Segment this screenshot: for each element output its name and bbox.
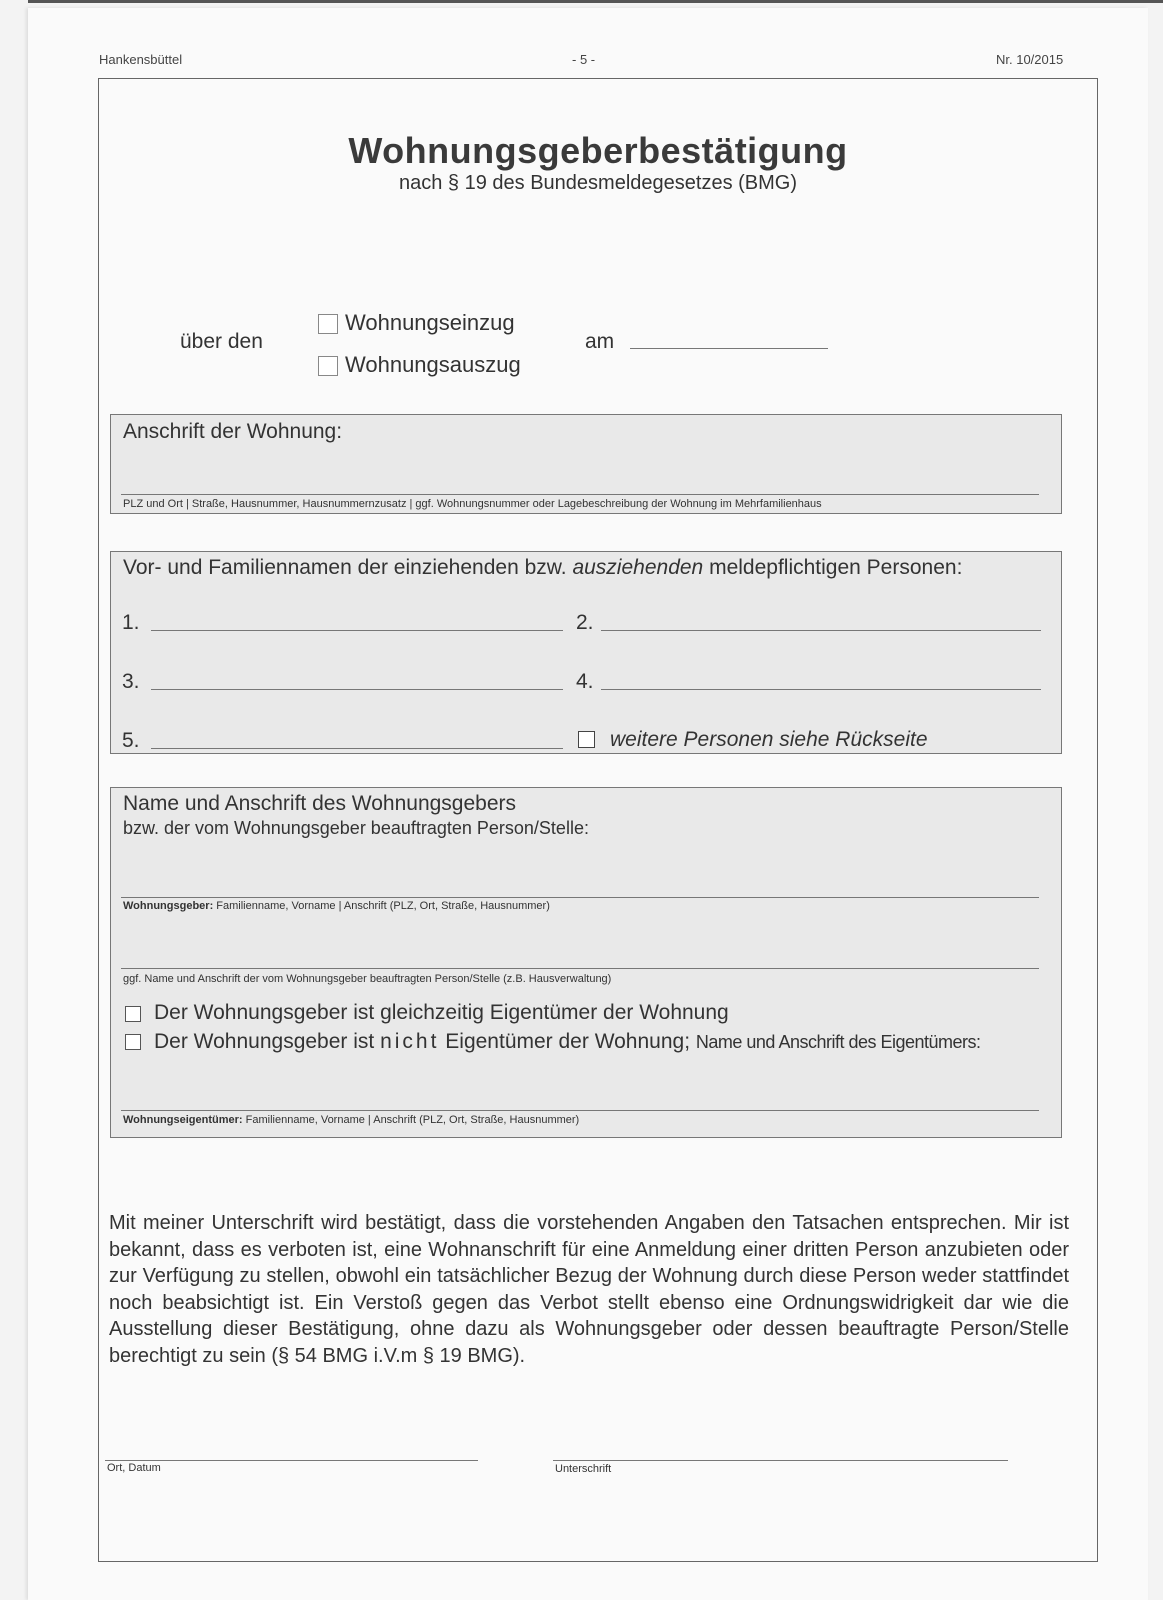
landlord-caption-bold: Wohnungsgeber:: [123, 900, 214, 912]
person-2-number: 2.: [576, 611, 594, 634]
person-1-number: 1.: [122, 611, 140, 634]
landlord-caption-rest: Familienname, Vorname | Anschrift (PLZ, Ort, Straße, Hausnummer): [216, 900, 550, 912]
date-label: am: [585, 330, 615, 353]
address-field[interactable]: [121, 494, 1039, 495]
declaration-text: Mit meiner Unterschrift wird bestätigt, dass die vorstehenden Angaben den Tatsachen entsprechen. Mir ist bekannt, dass es verboten ist, eine Wohnanschrift für eine Anmeldung einer dritten Person anzubieten oder zur Verfügung zu stellen, obwohl ein tatsächlicher Bezug der Wohnung durch diese Person weder stattfindet noch beabsichtigt ist. Ein Verstoß gegen das Verbot stellt ebenso eine Ordnungswidrigkeit dar wie die Ausstellung dieser Bestätigung, ohne dazu als Wohnungsgeber oder dessen beauftragte Person/Stelle berechtigt zu sein (§ 54 BMG i.V.m § 19 BMG).: [109, 1212, 1069, 1367]
persons-title-suffix: meldepflichtigen Personen:: [709, 556, 963, 579]
persons-section: [110, 551, 1062, 754]
place-date-label: Ort, Datum: [107, 1462, 161, 1474]
header-issue-number: Nr. 10/2015: [996, 52, 1064, 67]
landlord-caption: [123, 900, 550, 912]
move-in-label: Wohnungseinzug: [345, 310, 515, 335]
persons-title-italic: ausziehenden: [572, 556, 704, 579]
not-owner-emphasis: nicht: [380, 1030, 440, 1053]
move-out-label: Wohnungsauszug: [345, 352, 521, 377]
owner-field[interactable]: [121, 1110, 1039, 1111]
place-date-field[interactable]: [105, 1460, 478, 1461]
owner-caption-rest: Familienname, Vorname | Anschrift (PLZ, Ort, Straße, Hausnummer): [245, 1114, 580, 1126]
move-out-checkbox[interactable]: [318, 356, 338, 376]
not-owner-label: [154, 1030, 981, 1054]
persons-section-title: [123, 556, 962, 580]
not-owner-text-a: Der Wohnungsgeber ist: [154, 1030, 375, 1053]
date-field[interactable]: [630, 348, 828, 349]
form-subtitle: nach § 19 des Bundesmeldegesetzes (BMG): [399, 172, 797, 194]
not-owner-text-c: Eigentümer der Wohnung;: [445, 1030, 691, 1053]
address-section-title: Anschrift der Wohnung:: [123, 420, 343, 443]
owner-caption-bold: Wohnungseigentümer:: [123, 1114, 243, 1126]
more-persons-checkbox[interactable]: [578, 731, 595, 748]
not-owner-checkbox[interactable]: [125, 1034, 141, 1050]
landlord-section-subtitle: bzw. der vom Wohnungsgeber beauftragten Person/Stelle:: [123, 818, 589, 838]
not-owner-text-d: Name und Anschrift des Eigentümers:: [695, 1032, 981, 1052]
person-4-number: 4.: [576, 670, 594, 693]
person-3-field[interactable]: [151, 689, 563, 690]
landlord-section-title: Name und Anschrift des Wohnungsgebers: [123, 792, 517, 815]
owner-checkbox[interactable]: [125, 1006, 141, 1022]
move-label: über den: [180, 330, 263, 353]
more-persons-label: weitere Personen siehe Rückseite: [610, 728, 928, 751]
signature-label: Unterschrift: [555, 1463, 612, 1475]
persons-title-prefix: Vor- und Familiennamen der einziehenden bzw.: [123, 556, 567, 579]
person-1-field[interactable]: [151, 630, 563, 631]
header-page-number: - 5 -: [572, 52, 596, 67]
person-3-number: 3.: [122, 670, 140, 693]
page-top-edge: [28, 0, 1163, 3]
agent-caption: ggf. Name und Anschrift der vom Wohnungsgeber beauftragten Person/Stelle (z.B. Hausverwaltung): [123, 973, 612, 985]
landlord-field[interactable]: [121, 897, 1039, 898]
owner-caption: [123, 1114, 579, 1126]
form-title: Wohnungsgeberbestätigung: [348, 130, 848, 171]
owner-label: Der Wohnungsgeber ist gleichzeitig Eigentümer der Wohnung: [154, 1001, 729, 1024]
agent-field[interactable]: [121, 968, 1039, 969]
landlord-section: [110, 787, 1062, 1138]
address-caption: PLZ und Ort | Straße, Hausnummer, Hausnummernzusatz | ggf. Wohnungsnummer oder Lagebeschreibung der Wohnung im Mehrfamilienhaus: [123, 498, 822, 510]
person-5-field[interactable]: [151, 748, 563, 749]
person-2-field[interactable]: [601, 630, 1041, 631]
header-municipality: Hankensbüttel: [99, 52, 183, 67]
person-4-field[interactable]: [601, 689, 1041, 690]
signature-field[interactable]: [553, 1460, 1008, 1461]
move-in-checkbox[interactable]: [318, 314, 338, 334]
person-5-number: 5.: [122, 729, 140, 752]
